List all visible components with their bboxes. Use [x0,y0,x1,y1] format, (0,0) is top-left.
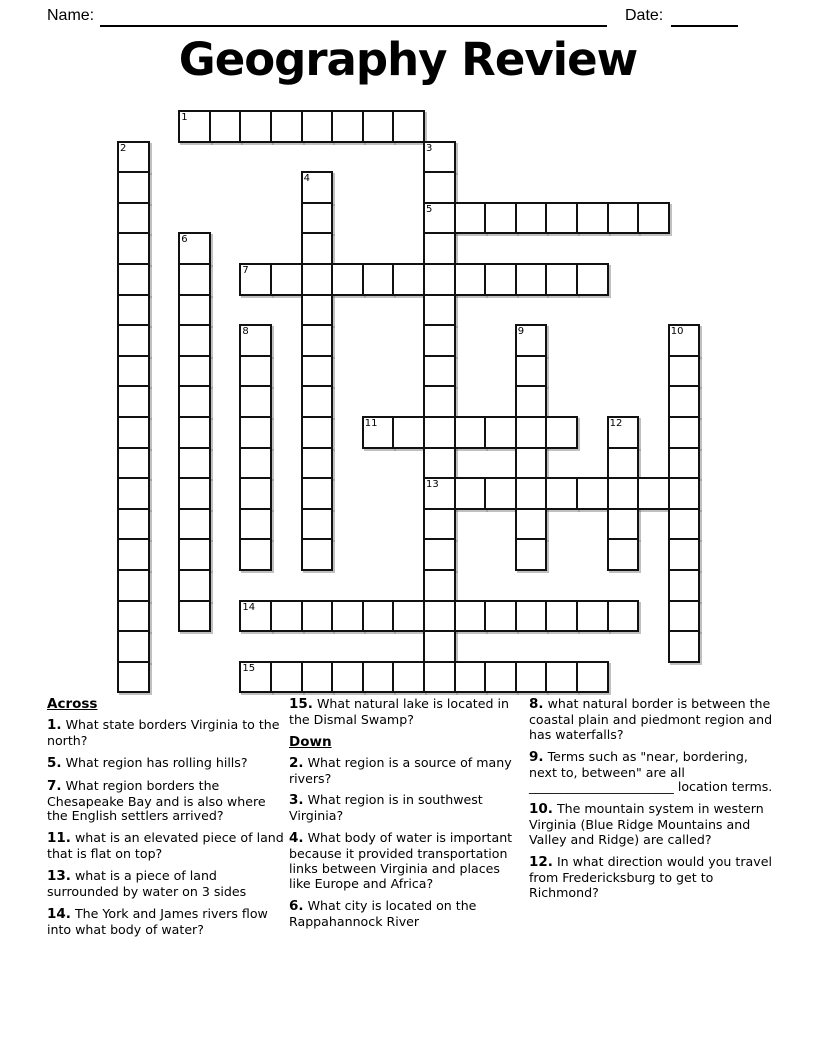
grid-cell-r11c18[interactable] [668,447,701,480]
grid-cell-r18c9[interactable] [392,661,425,694]
clue-across-7 [47,779,285,825]
grid-cell-r12c2[interactable] [178,477,211,510]
grid-cell-r2c0[interactable] [117,171,150,204]
clue-down-9 [529,750,777,796]
grid-cell-r14c18[interactable] [668,538,701,571]
grid-cell-r3c16[interactable] [607,202,640,235]
grid-cell-r4c2[interactable] [178,232,211,265]
grid-cell-r7c0[interactable] [117,324,150,357]
grid-cell-r16c2[interactable] [178,600,211,633]
grid-cell-r0c9[interactable] [392,110,425,143]
grid-cell-r13c4[interactable] [239,508,272,541]
grid-cell-r5c8[interactable] [362,263,395,296]
clue-text: what is an elevated piece of land that is flat on top? [47,830,284,862]
grid-cell-r7c10[interactable] [423,324,456,357]
clue-text: What city is located on the Rappahannock River [289,897,477,929]
grid-cell-r13c6[interactable] [301,508,334,541]
name-blank-line[interactable] [100,7,607,27]
grid-cell-r18c8[interactable] [362,661,395,694]
grid-cell-r16c9[interactable] [392,600,425,633]
grid-cell-r5c15[interactable] [576,263,609,296]
clue-number: 4. [289,830,304,847]
grid-cell-r8c18[interactable] [668,355,701,388]
grid-cell-r11c16[interactable] [607,447,640,480]
grid-cell-r12c4[interactable] [239,477,272,510]
grid-cell-r3c17[interactable] [637,202,670,235]
grid-cell-r12c10[interactable] [423,477,456,510]
grid-cell-r14c6[interactable] [301,538,334,571]
grid-cell-r16c15[interactable] [576,600,609,633]
grid-cell-r13c16[interactable] [607,508,640,541]
grid-cell-r1c10[interactable] [423,141,456,174]
clue-number: 6. [289,897,304,914]
grid-cell-r12c18[interactable] [668,477,701,510]
grid-cell-r11c10[interactable] [423,447,456,480]
grid-cell-r5c11[interactable] [454,263,487,296]
grid-cell-r14c0[interactable] [117,538,150,571]
grid-cell-r16c16[interactable] [607,600,640,633]
grid-cell-r5c12[interactable] [484,263,517,296]
grid-cell-r15c10[interactable] [423,569,456,602]
grid-cell-r16c4[interactable] [239,600,272,633]
across-heading: Across [47,696,98,712]
cell-number: 7 [242,265,249,276]
grid-cell-r12c12[interactable] [484,477,517,510]
cell-number: 10 [670,326,684,338]
grid-cell-r10c4[interactable] [239,416,272,449]
page-title: Geography Review [178,33,638,86]
grid-cell-r16c6[interactable] [301,600,334,633]
grid-cell-r9c0[interactable] [117,385,150,418]
grid-cell-r3c6[interactable] [301,202,334,235]
grid-cell-r17c0[interactable] [117,630,150,663]
grid-cell-r9c2[interactable] [178,385,211,418]
clue-down-12 [529,855,777,901]
grid-cell-r3c11[interactable] [454,202,487,235]
cell-number: 4 [303,173,310,185]
grid-cell-r12c16[interactable] [607,477,640,510]
grid-cell-r10c13[interactable] [515,416,548,449]
grid-cell-r10c12[interactable] [484,416,517,449]
clue-text: In what direction would you travel from Fredericksburg to get to Richmond? [529,853,772,900]
grid-cell-r11c13[interactable] [515,447,548,480]
grid-cell-r4c0[interactable] [117,232,150,265]
clue-down-8 [529,697,777,743]
grid-cell-r13c13[interactable] [515,508,548,541]
grid-cell-r11c6[interactable] [301,447,334,480]
cell-number: 11 [364,418,378,429]
clue-down-2 [289,756,522,787]
grid-cell-r18c11[interactable] [454,661,487,694]
grid-cell-r5c4[interactable] [239,263,272,296]
grid-cell-r0c3[interactable] [209,110,242,143]
grid-cell-r13c0[interactable] [117,508,150,541]
clues-column-2 [289,697,522,937]
grid-cell-r5c10[interactable] [423,263,456,296]
grid-cell-r0c5[interactable] [270,110,303,143]
grid-cell-r9c18[interactable] [668,385,701,418]
grid-cell-r3c15[interactable] [576,202,609,235]
date-label: Date: [625,7,664,24]
clue-across-5 [47,756,285,772]
grid-cell-r9c6[interactable] [301,385,334,418]
grid-cell-r7c13[interactable] [515,324,548,357]
grid-cell-r12c6[interactable] [301,477,334,510]
grid-cell-r5c6[interactable] [301,263,334,296]
clue-number: 5. [47,754,62,771]
grid-cell-r3c0[interactable] [117,202,150,235]
grid-cell-r16c12[interactable] [484,600,517,633]
clue-number: 9. [529,748,544,765]
grid-cell-r0c4[interactable] [239,110,272,143]
grid-cell-r5c5[interactable] [270,263,303,296]
clue-number: 3. [289,792,304,809]
cell-number: 15 [242,662,256,674]
grid-cell-r14c10[interactable] [423,538,456,571]
grid-cell-r12c17[interactable] [637,477,670,510]
grid-cell-r16c7[interactable] [331,600,364,633]
grid-cell-r8c4[interactable] [239,355,272,388]
grid-cell-r10c14[interactable] [545,416,578,449]
clue-down-6 [289,899,522,930]
grid-cell-r11c2[interactable] [178,447,211,480]
grid-cell-r3c14[interactable] [545,202,578,235]
clue-text: what is a piece of land surrounded by water on 3 sides [47,868,247,899]
clue-across-14 [47,907,285,938]
grid-cell-r10c6[interactable] [301,416,334,449]
grid-cell-r18c10[interactable] [423,661,456,694]
clues-column-3 [529,697,777,908]
down-heading: Down [289,733,332,750]
grid-cell-r16c10[interactable] [423,600,456,633]
grid-cell-r16c18[interactable] [668,600,701,633]
grid-cell-r11c4[interactable] [239,447,272,480]
grid-cell-r13c18[interactable] [668,508,701,541]
grid-cell-r0c2[interactable] [178,110,211,143]
cell-number: 5 [426,203,433,215]
grid-cell-r17c18[interactable] [668,630,701,663]
clue-text: The York and James rivers flow into what body of water? [47,905,268,937]
grid-cell-r12c11[interactable] [454,477,487,510]
clue-text: what natural border is between the coastal plain and piedmont region and has waterfalls? [529,696,773,742]
cell-number: 8 [242,326,249,338]
grid-cell-r5c0[interactable] [117,263,150,296]
grid-cell-r17c10[interactable] [423,630,456,663]
grid-cell-r16c13[interactable] [515,600,548,633]
clue-across-1 [47,718,285,749]
grid-cell-r2c6[interactable] [301,171,334,204]
clue-number: 8. [529,696,544,712]
clue-text: What state borders Virginia to the north? [47,716,280,748]
grid-cell-r7c2[interactable] [178,324,211,357]
grid-cell-r18c4[interactable] [239,661,272,694]
grid-cell-r0c6[interactable] [301,110,334,143]
clue-text: What body of water is important because it provided transportation links between Virginia and places like Europe and Africa? [289,830,513,891]
grid-cell-r16c8[interactable] [362,600,395,633]
grid-cell-r3c10[interactable] [423,202,456,235]
grid-cell-r4c10[interactable] [423,232,456,265]
grid-cell-r7c6[interactable] [301,324,334,357]
clue-number: 11. [47,830,71,847]
grid-cell-r5c13[interactable] [515,263,548,296]
grid-cell-r12c15[interactable] [576,477,609,510]
grid-cell-r9c4[interactable] [239,385,272,418]
grid-cell-r0c8[interactable] [362,110,395,143]
clue-number: 14. [47,905,71,922]
grid-cell-r5c9[interactable] [392,263,425,296]
grid-cell-r16c14[interactable] [545,600,578,633]
grid-cell-r9c10[interactable] [423,385,456,418]
clue-down-3 [289,793,522,824]
cell-number: 14 [242,601,256,613]
grid-cell-r14c13[interactable] [515,538,548,571]
cell-number: 3 [426,142,433,154]
clue-number: 10. [529,801,553,818]
grid-cell-r15c18[interactable] [668,569,701,602]
grid-cell-r1c0[interactable] [117,141,150,174]
grid-cell-r18c7[interactable] [331,661,364,694]
clue-number: 2. [289,754,304,771]
clue-text: What region borders the Chesapeake Bay and is also where the English settlers arrived? [47,777,266,824]
grid-cell-r6c2[interactable] [178,294,211,327]
grid-cell-r12c13[interactable] [515,477,548,510]
cell-number: 9 [517,326,525,338]
name-label: Name: [47,7,95,24]
grid-cell-r15c0[interactable] [117,569,150,602]
cell-number: 12 [609,418,623,429]
clue-down-10 [529,802,777,848]
grid-cell-r10c10[interactable] [423,416,456,449]
grid-cell-r6c6[interactable] [301,294,334,327]
cell-number: 1 [181,112,188,123]
grid-cell-r0c7[interactable] [331,110,364,143]
date-blank-line[interactable] [671,7,738,27]
grid-cell-r8c10[interactable] [423,355,456,388]
grid-cell-r8c6[interactable] [301,355,334,388]
grid-cell-r7c18[interactable] [668,324,701,357]
clue-across-15 [289,697,522,728]
grid-cell-r18c5[interactable] [270,661,303,694]
grid-cell-r14c4[interactable] [239,538,272,571]
grid-cell-r12c0[interactable] [117,477,150,510]
grid-cell-r18c0[interactable] [117,661,150,694]
grid-cell-r10c9[interactable] [392,416,425,449]
clue-across-13 [47,869,285,900]
grid-cell-r10c8[interactable] [362,416,395,449]
grid-cell-r14c2[interactable] [178,538,211,571]
grid-cell-r18c14[interactable] [545,661,578,694]
grid-cell-r16c0[interactable] [117,600,150,633]
grid-cell-r4c6[interactable] [301,232,334,265]
grid-cell-r13c2[interactable] [178,508,211,541]
grid-cell-r13c10[interactable] [423,508,456,541]
clue-text: The mountain system in western Virginia (Blue Ridge Mountains and Valley and Ridge) are called? [529,801,764,848]
clue-text: Terms such as "near, bordering, next to, between" are all _______________________ location terms. [529,748,773,795]
grid-cell-r3c12[interactable] [484,202,517,235]
grid-cell-r5c2[interactable] [178,263,211,296]
grid-cell-r8c2[interactable] [178,355,211,388]
grid-cell-r15c2[interactable] [178,569,211,602]
clue-across-11 [47,831,285,862]
grid-cell-r18c12[interactable] [484,661,517,694]
clue-number: 15. [289,696,313,712]
grid-cell-r10c2[interactable] [178,416,211,449]
grid-cell-r10c18[interactable] [668,416,701,449]
grid-cell-r18c6[interactable] [301,661,334,694]
cell-number: 2 [120,142,127,154]
grid-cell-r12c14[interactable] [545,477,578,510]
grid-cell-r18c13[interactable] [515,661,548,694]
grid-cell-r10c11[interactable] [454,416,487,449]
grid-cell-r6c10[interactable] [423,294,456,327]
grid-cell-r2c10[interactable] [423,171,456,204]
grid-cell-r10c16[interactable] [607,416,640,449]
grid-cell-r8c0[interactable] [117,355,150,388]
grid-cell-r14c16[interactable] [607,538,640,571]
clue-text: What region is in southwest Virginia? [289,792,483,824]
grid-cell-r5c7[interactable] [331,263,364,296]
clue-down-4 [289,831,522,892]
grid-cell-r3c13[interactable] [515,202,548,235]
clue-number: 7. [47,777,62,794]
clue-number: 13. [47,868,71,885]
grid-cell-r10c0[interactable] [117,416,150,449]
clue-text: What region is a source of many rivers? [289,754,512,786]
clue-number: 12. [529,853,553,870]
clue-text: What natural lake is located in the Dismal Swamp? [289,696,509,727]
clue-text: What region has rolling hills? [65,754,248,770]
grid-cell-r7c4[interactable] [239,324,272,357]
clue-number: 1. [47,716,62,733]
grid-cell-r8c13[interactable] [515,355,548,388]
cell-number: 6 [181,234,188,246]
grid-cell-r6c0[interactable] [117,294,150,327]
grid-cell-r16c11[interactable] [454,600,487,633]
cell-number: 13 [426,479,439,491]
grid-cell-r16c5[interactable] [270,600,303,633]
grid-cell-r9c13[interactable] [515,385,548,418]
clues-column-1 [47,697,285,945]
grid-cell-r11c0[interactable] [117,447,150,480]
grid-cell-r5c14[interactable] [545,263,578,296]
grid-cell-r18c15[interactable] [576,661,609,694]
